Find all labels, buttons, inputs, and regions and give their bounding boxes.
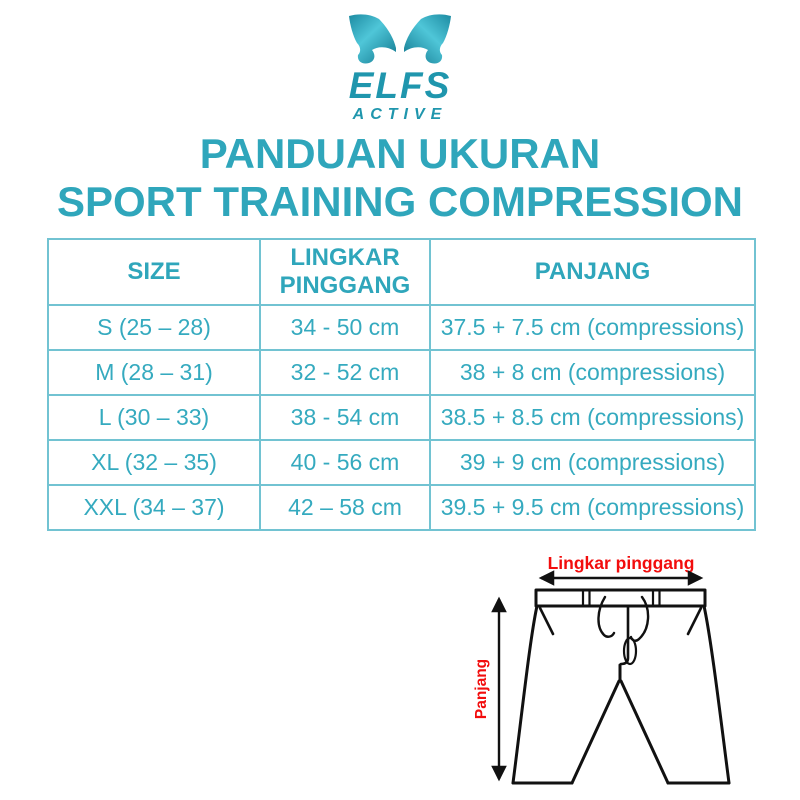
size-cell: S (25 – 28)	[48, 305, 260, 350]
logo-right-wing	[404, 14, 451, 63]
brand-logo	[0, 12, 800, 123]
size-cell: XL (32 – 35)	[48, 440, 260, 485]
table-header-row	[48, 239, 755, 305]
waist-cell: 34 - 50 cm	[260, 305, 430, 350]
header-size: SIZE	[48, 239, 260, 305]
shorts-right-inner-seam	[621, 681, 668, 783]
length-measure-label: Panjang	[473, 658, 490, 720]
page-title-line1: PANDUAN UKURAN	[199, 130, 601, 177]
size-cell: L (30 – 33)	[48, 395, 260, 440]
shorts-right-outer-seam	[704, 606, 729, 783]
shorts-left-inner-seam	[572, 681, 619, 783]
table-row-m	[48, 350, 755, 395]
length-cell: 39 + 9 cm (compressions)	[430, 440, 755, 485]
header-waist: LINGKAR PINGGANG	[260, 239, 430, 305]
waist-measure-label: Lingkar pinggang	[547, 553, 695, 573]
page-title-line2: SPORT TRAINING COMPRESSION	[56, 178, 744, 225]
brand-name: ELFS	[348, 65, 452, 106]
shorts-drawstring-left	[598, 597, 614, 637]
table-row-s	[48, 305, 755, 350]
brand-subname: ACTIVE	[352, 106, 448, 123]
shorts-drawstring-loop	[624, 638, 636, 664]
logo-left-wing	[349, 14, 396, 63]
shorts-left-outer-seam	[513, 606, 537, 783]
size-cell: M (28 – 31)	[48, 350, 260, 395]
page-title	[0, 130, 800, 226]
size-table	[47, 238, 756, 531]
length-cell: 38.5 + 8.5 cm (compressions)	[430, 395, 755, 440]
waist-cell: 40 - 56 cm	[260, 440, 430, 485]
shorts-drawstring-right	[631, 597, 648, 641]
length-cell: 39.5 + 9.5 cm (compressions)	[430, 485, 755, 530]
measurement-diagram	[455, 548, 790, 798]
waist-cell: 32 - 52 cm	[260, 350, 430, 395]
header-length: PANJANG	[430, 239, 755, 305]
waist-cell: 38 - 54 cm	[260, 395, 430, 440]
shorts-belt-loops	[583, 590, 660, 606]
length-cell: 38 + 8 cm (compressions)	[430, 350, 755, 395]
butterfly-logo-icon	[344, 12, 456, 70]
table-row-l	[48, 395, 755, 440]
waist-cell: 42 – 58 cm	[260, 485, 430, 530]
length-cell: 37.5 + 7.5 cm (compressions)	[430, 305, 755, 350]
shorts-drawing	[513, 590, 729, 783]
shorts-right-pocket	[688, 608, 701, 634]
size-cell: XXL (34 – 37)	[48, 485, 260, 530]
table-row-xxl	[48, 485, 755, 530]
table-row-xl	[48, 440, 755, 485]
shorts-left-pocket	[540, 608, 553, 634]
shorts-waistband	[536, 590, 705, 606]
